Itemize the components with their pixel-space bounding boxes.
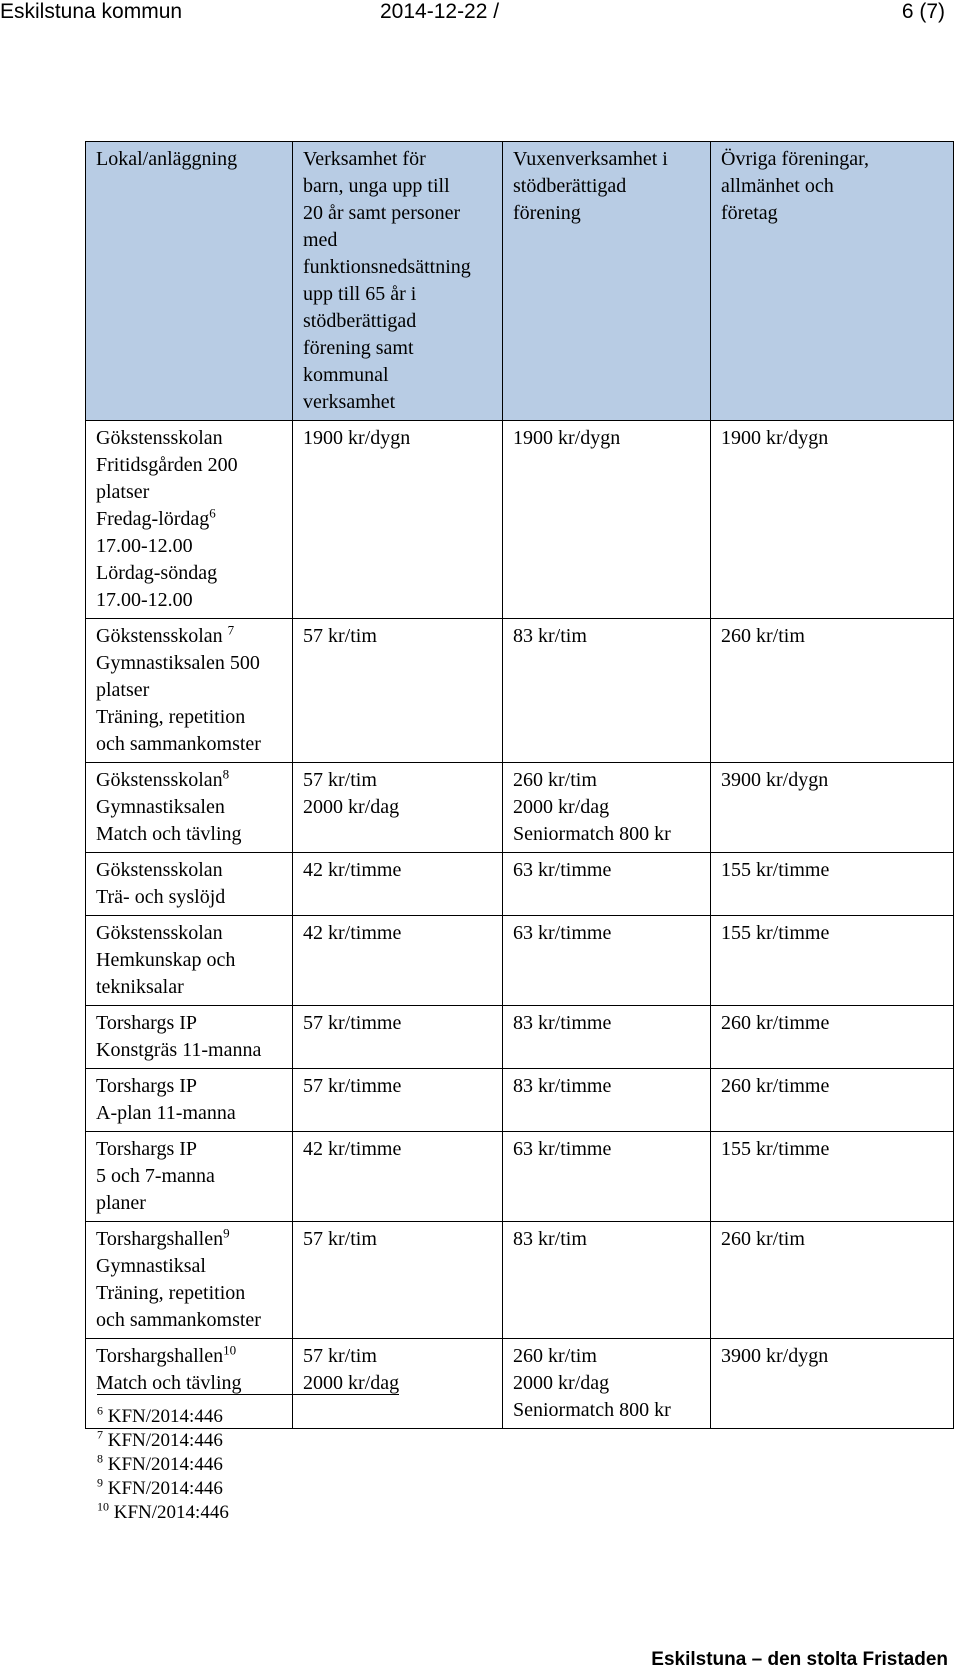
rate-text-line: 2000 kr/dag bbox=[513, 1372, 610, 1394]
table-row bbox=[86, 1069, 954, 1132]
adult-rate-cell bbox=[503, 1132, 711, 1222]
adult-rate-cell bbox=[503, 421, 711, 619]
venue-text-line: och sammankomster bbox=[96, 733, 261, 755]
header-text-line: Övriga föreningar, bbox=[721, 148, 870, 170]
venue-text-line: Match och tävling bbox=[96, 1372, 242, 1394]
footnote-reference: 8 bbox=[222, 766, 230, 782]
venue-text-line: 5 och 7-manna bbox=[96, 1165, 215, 1187]
venue-text-line: och sammankomster bbox=[96, 1309, 261, 1331]
rate-text-line: 42 kr/timme bbox=[303, 859, 402, 881]
venue-text-line: Gökstensskolan bbox=[96, 859, 223, 881]
rate-text-line: 260 kr/tim bbox=[721, 1228, 805, 1250]
rate-text-line: 83 kr/timme bbox=[513, 1012, 612, 1034]
rate-text-line: 57 kr/tim bbox=[303, 1228, 377, 1250]
header-other-rate bbox=[711, 142, 954, 421]
venue-text-line: Torshargs IP bbox=[96, 1138, 198, 1160]
rate-text-line: 1900 kr/dygn bbox=[721, 427, 829, 449]
footnote-number: 6 bbox=[97, 1403, 103, 1418]
fee-table bbox=[85, 141, 954, 1429]
venue-text-line: planer bbox=[96, 1192, 146, 1214]
header-text-line: förening bbox=[513, 202, 581, 224]
footnote-number: 8 bbox=[97, 1451, 103, 1466]
venue-text-line: platser bbox=[96, 481, 150, 503]
header-text-line: allmänhet och bbox=[721, 175, 834, 197]
venue-text-line: Konstgräs 11-manna bbox=[96, 1039, 262, 1061]
header-text-line: 20 år samt personer bbox=[303, 202, 461, 224]
venue-text-line: 17.00-12.00 bbox=[96, 535, 193, 557]
venue-text-line: Torshargshallen$^9$ bbox=[96, 1225, 230, 1250]
venue-text-line: Fredag-lördag$^6$ bbox=[96, 505, 216, 530]
rate-text-line: 83 kr/tim bbox=[513, 1228, 587, 1250]
venue-cell bbox=[86, 619, 293, 763]
venue-text-line: tekniksalar bbox=[96, 976, 184, 998]
footnote-number: 9 bbox=[97, 1475, 103, 1490]
footnote: $^{10}$ KFN/2014:446 bbox=[97, 1499, 229, 1523]
youth-rate-cell bbox=[293, 421, 503, 619]
other-rate-cell bbox=[711, 853, 954, 916]
adult-rate-cell bbox=[503, 1339, 711, 1429]
table-row bbox=[86, 421, 954, 619]
youth-rate-cell bbox=[293, 1132, 503, 1222]
table-row bbox=[86, 763, 954, 853]
rate-text-line: 1900 kr/dygn bbox=[303, 427, 411, 449]
rate-text-line: 155 kr/timme bbox=[721, 1138, 830, 1160]
table-row bbox=[86, 853, 954, 916]
venue-text-line: Träning, repetition bbox=[96, 706, 246, 728]
footnote: $^9$ KFN/2014:446 bbox=[97, 1475, 223, 1499]
venue-text-line: Gökstensskolan bbox=[96, 427, 223, 449]
venue-text-line: Torshargshallen$^{10}$ bbox=[96, 1342, 237, 1367]
header-text-line: barn, unga upp till bbox=[303, 175, 450, 197]
header-venue bbox=[86, 142, 293, 421]
rate-text-line: 57 kr/tim bbox=[303, 1345, 377, 1367]
table-row bbox=[86, 619, 954, 763]
venue-text-line: Trä- och syslöjd bbox=[96, 886, 226, 908]
youth-rate-cell bbox=[293, 763, 503, 853]
other-rate-cell bbox=[711, 916, 954, 1006]
rate-text-line: 260 kr/tim bbox=[721, 625, 805, 647]
footnote: $^8$ KFN/2014:446 bbox=[97, 1451, 223, 1475]
header-text-line: stödberättigad bbox=[513, 175, 627, 197]
header-text-line: verksamhet bbox=[303, 391, 396, 413]
other-rate-cell bbox=[711, 1006, 954, 1069]
adult-rate-cell bbox=[503, 619, 711, 763]
rate-text-line: 42 kr/timme bbox=[303, 922, 402, 944]
rate-text-line: 83 kr/tim bbox=[513, 625, 587, 647]
venue-cell bbox=[86, 1006, 293, 1069]
venue-cell bbox=[86, 916, 293, 1006]
rate-text-line: 83 kr/timme bbox=[513, 1075, 612, 1097]
venue-text-line: Lördag-söndag bbox=[96, 562, 218, 584]
header-adult-rate bbox=[503, 142, 711, 421]
venue-text-line: Gökstensskolan $^7$ bbox=[96, 622, 235, 647]
fee-table-header bbox=[86, 142, 954, 421]
header-youth-rate bbox=[293, 142, 503, 421]
rate-text-line: 63 kr/timme bbox=[513, 859, 612, 881]
other-rate-cell bbox=[711, 1132, 954, 1222]
header-page-number: 6 (7) bbox=[901, 0, 945, 23]
venue-cell bbox=[86, 853, 293, 916]
youth-rate-cell bbox=[293, 1069, 503, 1132]
venue-text-line: Gökstensskolan bbox=[96, 922, 223, 944]
header-text-line: med bbox=[303, 229, 338, 251]
rate-text-line: 2000 kr/dag bbox=[303, 796, 400, 818]
footnotes bbox=[97, 1405, 229, 1525]
venue-text-line: Gymnastiksalen bbox=[96, 796, 225, 818]
rate-text-line: 155 kr/timme bbox=[721, 922, 830, 944]
rate-text-line: 57 kr/tim bbox=[303, 769, 377, 791]
header-text-line: kommunal bbox=[303, 364, 389, 386]
other-rate-cell bbox=[711, 1339, 954, 1429]
other-rate-cell bbox=[711, 1222, 954, 1339]
rate-text-line: 57 kr/tim bbox=[303, 625, 377, 647]
rate-text-line: 42 kr/timme bbox=[303, 1138, 402, 1160]
venue-text-line: Torshargs IP bbox=[96, 1012, 198, 1034]
header-text-line: Verksamhet för bbox=[303, 148, 426, 170]
footnote-reference: 6 bbox=[209, 505, 216, 521]
venue-text-line: Gymnastiksalen 500 bbox=[96, 652, 260, 674]
table-row bbox=[86, 1006, 954, 1069]
header-text-line: Lokal/anläggning bbox=[96, 148, 238, 170]
rate-text-line: Seniormatch 800 kr bbox=[513, 823, 671, 845]
other-rate-cell bbox=[711, 421, 954, 619]
adult-rate-cell bbox=[503, 916, 711, 1006]
youth-rate-cell bbox=[293, 1222, 503, 1339]
table-row bbox=[86, 916, 954, 1006]
rate-text-line: 63 kr/timme bbox=[513, 1138, 612, 1160]
other-rate-cell bbox=[711, 619, 954, 763]
adult-rate-cell bbox=[503, 1069, 711, 1132]
adult-rate-cell bbox=[503, 1006, 711, 1069]
fee-table-body bbox=[86, 421, 954, 1429]
header-text-line: Vuxenverksamhet i bbox=[513, 148, 668, 170]
rate-text-line: 260 kr/timme bbox=[721, 1075, 830, 1097]
venue-text-line: 17.00-12.00 bbox=[96, 589, 193, 611]
venue-cell bbox=[86, 1069, 293, 1132]
venue-text-line: Hemkunskap och bbox=[96, 949, 236, 971]
youth-rate-cell bbox=[293, 1006, 503, 1069]
header-text-line: förening samt bbox=[303, 337, 414, 359]
rate-text-line: 2000 kr/dag bbox=[513, 796, 610, 818]
venue-cell bbox=[86, 1132, 293, 1222]
footnote: $^7$ KFN/2014:446 bbox=[97, 1427, 223, 1451]
rate-text-line: 155 kr/timme bbox=[721, 859, 830, 881]
header-organization: Eskilstuna kommun bbox=[0, 0, 183, 23]
venue-cell bbox=[86, 1222, 293, 1339]
rate-text-line: 260 kr/timme bbox=[721, 1012, 830, 1034]
footnote-number: 7 bbox=[97, 1427, 103, 1442]
rate-text-line: 63 kr/timme bbox=[513, 922, 612, 944]
venue-cell bbox=[86, 763, 293, 853]
footnote-number: 10 bbox=[97, 1499, 109, 1514]
footnote-reference: 7 bbox=[227, 622, 235, 638]
rate-text-line: 2000 kr/dag bbox=[303, 1372, 400, 1394]
venue-text-line: Fritidsgården 200 bbox=[96, 454, 238, 476]
youth-rate-cell bbox=[293, 619, 503, 763]
rate-text-line: 260 kr/tim bbox=[513, 1345, 597, 1367]
footnote-separator bbox=[97, 1394, 399, 1395]
page-header bbox=[0, 0, 960, 26]
venue-text-line: A-plan 11-manna bbox=[96, 1102, 236, 1124]
venue-text-line: Träning, repetition bbox=[96, 1282, 246, 1304]
rate-text-line: 260 kr/tim bbox=[513, 769, 597, 791]
rate-text-line: 3900 kr/dygn bbox=[721, 769, 829, 791]
rate-text-line: 57 kr/timme bbox=[303, 1075, 402, 1097]
venue-text-line: Match och tävling bbox=[96, 823, 242, 845]
rate-text-line: Seniormatch 800 kr bbox=[513, 1399, 671, 1421]
adult-rate-cell bbox=[503, 1222, 711, 1339]
venue-text-line: Gökstensskolan$^8$ bbox=[96, 766, 230, 791]
venue-text-line: Torshargs IP bbox=[96, 1075, 198, 1097]
footnote-reference: 9 bbox=[223, 1225, 230, 1241]
table-header-row bbox=[86, 142, 954, 421]
footnote: $^6$ KFN/2014:446 bbox=[97, 1403, 223, 1427]
header-text-line: upp till 65 år i bbox=[303, 283, 417, 305]
venue-text-line: platser bbox=[96, 679, 150, 701]
rate-text-line: 1900 kr/dygn bbox=[513, 427, 621, 449]
youth-rate-cell bbox=[293, 916, 503, 1006]
other-rate-cell bbox=[711, 763, 954, 853]
venue-cell bbox=[86, 421, 293, 619]
header-text-line: företag bbox=[721, 202, 778, 224]
page-footer: Eskilstuna – den stolta Fristaden bbox=[651, 1649, 948, 1670]
rate-text-line: 3900 kr/dygn bbox=[721, 1345, 829, 1367]
other-rate-cell bbox=[711, 1069, 954, 1132]
header-date: 2014-12-22 / bbox=[380, 0, 500, 23]
youth-rate-cell bbox=[293, 853, 503, 916]
venue-text-line: Gymnastiksal bbox=[96, 1255, 206, 1277]
youth-rate-cell bbox=[293, 1339, 503, 1429]
adult-rate-cell bbox=[503, 763, 711, 853]
header-text-line: stödberättigad bbox=[303, 310, 417, 332]
footnote-reference: 10 bbox=[223, 1342, 237, 1358]
rate-text-line: 57 kr/timme bbox=[303, 1012, 402, 1034]
adult-rate-cell bbox=[503, 853, 711, 916]
header-text-line: funktionsnedsättning bbox=[303, 256, 471, 278]
table-row bbox=[86, 1132, 954, 1222]
table-row bbox=[86, 1222, 954, 1339]
